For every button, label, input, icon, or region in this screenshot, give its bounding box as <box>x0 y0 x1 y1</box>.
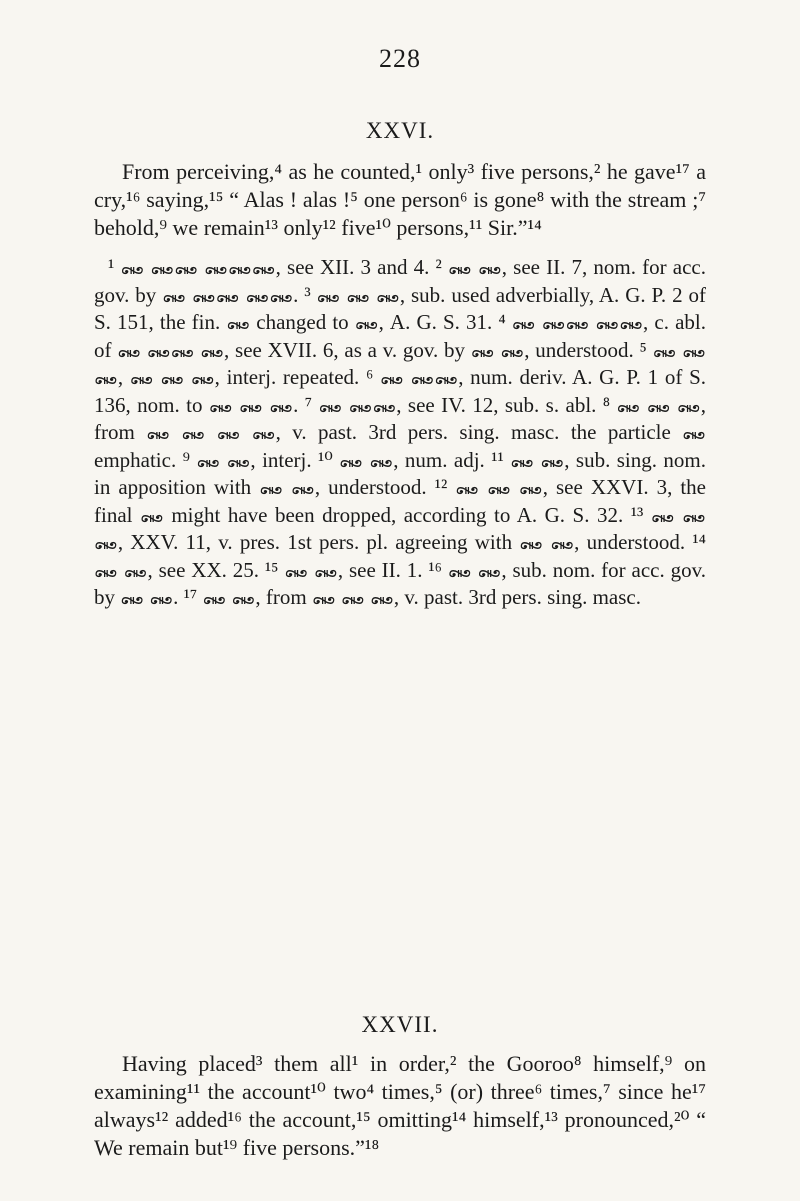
paragraph-translation: Having placed³ them all¹ in order,² the Gooroo⁸ himself,⁹ on examining¹¹ the account¹⁰ two⁴ times,⁵ (or) three⁶ times,⁷ since he¹⁷ always¹² added¹⁶ the account,¹⁵ omitting¹⁴ himself,¹³ pronounced,²⁰ “ We remain but¹⁹ five persons.”¹⁸ <box>94 1051 706 1160</box>
paragraph-translation: From perceiving,⁴ as he counted,¹ only³ five persons,² he gave¹⁷ a cry,¹⁶ saying,¹⁵ “ Alas ! alas !⁵ one person⁶ is gone⁸ with the stream ;⁷ behold,⁹ we remain¹³ only¹² five¹⁰ persons,¹¹ Sir.”¹⁴ <box>94 159 706 240</box>
section-heading: XXVII. <box>361 1012 439 1037</box>
section-xxvi <box>94 118 706 612</box>
paragraph-notes: ¹ ꘏ ꘏꘏ ꘏꘏꘏, see XII. 3 and 4. ² ꘏ ꘏, see II. 7, nom. for acc. gov. by ꘏ ꘏꘏ ꘏꘏. ³ ꘏ ꘏ ꘏, sub. used adverbially, A. G. P. 2 of S. 151, the fin. ꘏ changed to ꘏, A. G. S. 31. ⁴ ꘏ ꘏꘏ ꘏꘏, c. abl. of ꘏ ꘏꘏ ꘏, see XVII. 6, as a v. gov. by ꘏ ꘏, understood. ⁵ ꘏ ꘏ ꘏, ꘏ ꘏ ꘏, interj. repeated. ⁶ ꘏ ꘏꘏, num. deriv. A. G. P. 1 of S. 136, nom. to ꘏ ꘏ ꘏. ⁷ ꘏ ꘏꘏, see IV. 12, sub. s. abl. ⁸ ꘏ ꘏ ꘏, from ꘏ ꘏ ꘏ ꘏, v. past. 3rd pers. sing. masc. the particle ꘏ emphatic. ⁹ ꘏ ꘏, interj. ¹⁰ ꘏ ꘏, num. adj. ¹¹ ꘏ ꘏, sub. sing. nom. in apposition with ꘏ ꘏, understood. ¹² ꘏ ꘏ ꘏, see XXVI. 3, the final ꘏ might have been dropped, according to A. G. S. 32. ¹³ ꘏ ꘏ ꘏, XXV. 11, v. pres. 1st pers. pl. agreeing with ꘏ ꘏, understood. ¹⁴ ꘏ ꘏, see XX. 25. ¹⁵ ꘏ ꘏, see II. 1. ¹⁶ ꘏ ꘏, sub. nom. for acc. gov. by ꘏ ꘏. ¹⁷ ꘏ ꘏, from ꘏ ꘏ ꘏, v. past. 3rd pers. sing. masc. <box>94 255 706 609</box>
section-xxvii <box>94 1012 706 1162</box>
section-heading: XXVI. <box>365 118 435 143</box>
page-number: 228 <box>379 44 421 73</box>
